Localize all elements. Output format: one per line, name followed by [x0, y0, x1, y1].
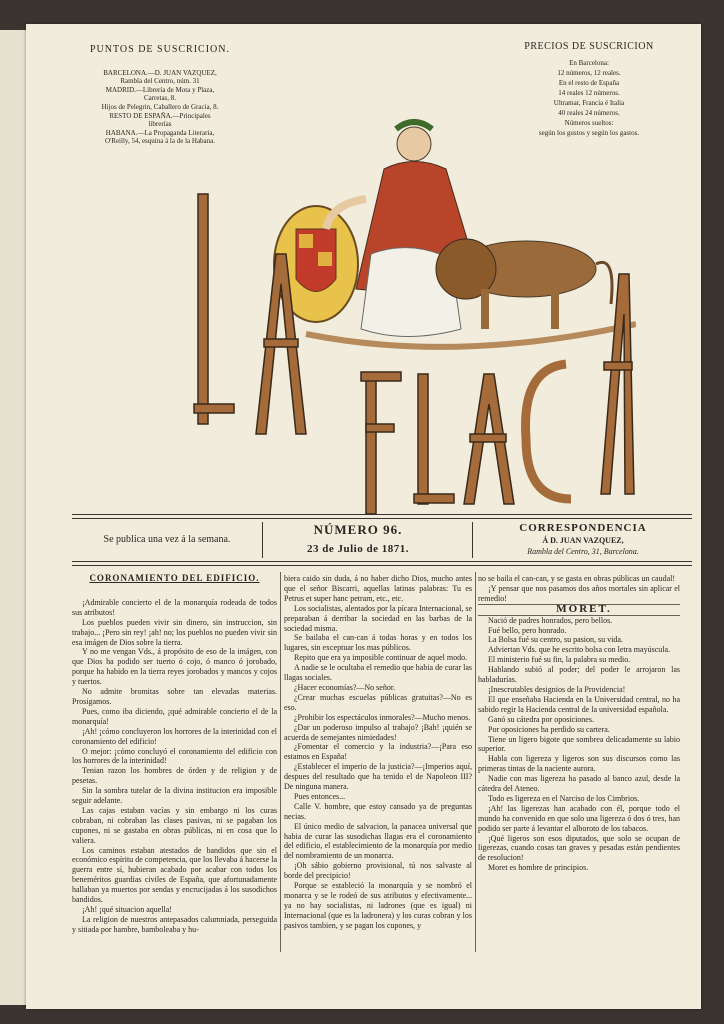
issue-number-block: [262, 522, 453, 558]
paragraph: Y no me vengan Vds., á propósito de eso de la imágen, con que Dios ha podido ser tuerto ó cojo, ó manco ó jorobado, porque ha habido en la tierra reyes jorobados y mancos y cojos y tuertos.: [72, 647, 277, 687]
paragraph: no se baila el can-can, y se gasta en obras públicas un caudal!: [478, 574, 676, 583]
paragraph: Se bailaba el can-can á todas horas y en todos los lugares, sin exceptuar los mas públicos.: [284, 633, 472, 653]
paragraph: ¿Fomentar el comercio y la industria?—¡Para eso estamos en España!: [284, 742, 472, 762]
correspondence-recipient: Á D. JUAN VAZQUEZ,: [542, 536, 624, 545]
paragraph: La Bolsa fué su centro, su pasion, su vida.: [488, 635, 623, 645]
correspondence-block: [472, 522, 693, 558]
paragraph: Adviertan Vds. que he escrito bolsa con letra mayúscula.: [488, 645, 671, 655]
subscription-line: librerías: [148, 120, 172, 129]
paragraph: Moret es hombre de principios.: [488, 863, 589, 873]
price-line: En el resto de España: [558, 79, 620, 87]
newspaper-page: [26, 24, 701, 1009]
price-line: 40 reales 24 números.: [558, 109, 620, 117]
masthead-title: LA FLACA: [367, 513, 425, 527]
article-title: CORONAMIENTO DEL EDIFICIO.: [89, 573, 260, 583]
price-line: En Barcelona:: [569, 59, 609, 67]
article-coronamiento: [72, 574, 277, 935]
paragraph: Pues, como iba diciendo, ¡qué admirable concierto el de la monarquía!: [72, 706, 277, 726]
price-line: según los gustos y según los gastos.: [538, 129, 640, 137]
paragraph: ¡Ah! ¡cómo concluyeron los horrores de la interinidad con el coronamiento del edificio!: [72, 726, 277, 746]
paragraph: ¡Qué ligeros son esos diputados, que solo se ocupan de ligerezas, cuando cosas tan graves y pesadas están pendientes de resolucion!: [478, 833, 680, 863]
issue-date: 23 de Julio de 1871.: [307, 543, 409, 555]
paragraph: ¿Crear muchas escuelas públicas gratuitas?—No es eso.: [284, 692, 472, 712]
article-title: MORET.: [478, 604, 680, 616]
paragraph: La religion de nuestros antepasados calumniada, perseguida y sitiada por hambre, bamboleaba y hu-: [72, 914, 277, 934]
subscription-line: HABANA.—La Propaganda Literaria,: [105, 128, 215, 137]
paragraph: ¡Admirable concierto el de la monarquía rodeada de todos sus atributos!: [72, 597, 277, 617]
paragraph: Los socialistas, alentados por la pícara Internacional, se preparaban á derribar la sociedad en las barbas de la sociedad misma.: [284, 603, 472, 633]
paragraph: O mejor: ¡cómo concluyó el coronamiento del edificio con los horrores de la interinidad!: [72, 746, 277, 766]
subscription-line: RESTO DE ESPAÑA.—Principales: [109, 111, 211, 120]
paragraph: Pues entonces...: [294, 791, 346, 801]
correspondence-title: CORRESPONDENCIA: [519, 522, 647, 534]
price-line: 12 números, 12 reales.: [557, 69, 621, 77]
publication-frequency: Se publica una vez á la semana.: [103, 534, 231, 545]
divider-line: [72, 514, 692, 515]
correspondence-address: Rambla del Centro, 31, Barcelona.: [527, 547, 639, 556]
price-line: 14 reales 12 números.: [558, 89, 620, 97]
paragraph: Fué bello, pero honrado.: [488, 625, 567, 635]
price-line: Números sueltos:: [564, 119, 614, 127]
paragraph: Ganó su cátedra por oposiciones.: [488, 714, 594, 724]
paragraph: ¿Hacer economías?—No señor.: [294, 682, 396, 692]
paragraph: Tiene un ligero bigote que sombrea delicadamente su labio superior.: [478, 734, 680, 754]
divider-line: [72, 565, 692, 566]
paragraph: ¡Ah! las ligerezas han acabado con él, porque todo el mundo ha convenido en que solo una ligereza ó dos ó tres, han podido ser parte á levantar el alboroto de los tabacos.: [478, 803, 680, 833]
paragraph: Calle V. hombre, que estoy cansado ya de preguntas necias.: [284, 801, 472, 821]
paragraph: Por oposiciones ha perdido su cartera.: [488, 724, 610, 734]
issue-number: NÚMERO 96.: [313, 522, 403, 537]
column-divider: [280, 572, 281, 952]
masthead-illustration: [156, 94, 636, 534]
paragraph: Tenian razon los hombres de órden y de religion y de pesetas.: [72, 766, 277, 786]
subscription-prices-title: PRECIOS DE SUSCRICION: [524, 41, 654, 52]
paragraph: El que enseñaba Hacienda en la Universidad central, no ha sabido regir la Hacienda central de la universidad española.: [478, 694, 680, 714]
issue-info-row: [72, 520, 692, 560]
divider-line: [72, 561, 692, 562]
article-coronamiento-continued: [284, 574, 472, 931]
paragraph: ¡Oh sábio gobierno provisional, tú nos salvaste al borde del precipicio!: [284, 861, 472, 881]
subscription-line: BARCELONA.—D. JUAN VAZQUEZ,: [103, 68, 217, 77]
column-divider: [475, 572, 476, 952]
paragraph: Repito que era ya imposible continuar de aquel modo.: [294, 653, 468, 663]
paragraph: ¡Y pensar que nos pasamos dos años mortales sin aplicar el remedio!: [478, 583, 680, 603]
paragraph: ¿Prohibir los espectáculos inmorales?—Mucho menos.: [294, 712, 471, 722]
paragraph: Las cajas estaban vacías y sin embargo ni los curas cobraban, ni cobraban las clases pasivas, ni se pagaban los cupones, ni se gastaba en obras públicas, ni en cosa que lo valiera.: [72, 805, 277, 845]
subscription-line: MADRID.—Librería de Mota y Plaza,: [105, 85, 215, 94]
article-moret: [478, 574, 680, 873]
paragraph: Todo es ligereza en el Narciso de los Cimbrios.: [488, 793, 640, 803]
paragraph: Habla con ligereza y ligeros son sus discursos como las primeras tintas de la naciente aurora.: [478, 754, 680, 774]
paragraph: A nadie se le ocultaba el remedio que habia de curar las llagas sociales.: [284, 663, 472, 683]
paragraph: ¡Ah! ¡qué situacion aquella!: [82, 905, 172, 914]
paragraph: Los pueblos pueden vivir sin dinero, sin instruccion, sin trabajo... ¡Pero sin rey! ¡ah! no; los pueblos no pueden vivir sin esa imágen de Dios sobre la tierra.: [72, 617, 277, 647]
subscription-line: Carretas, 8.: [143, 94, 177, 103]
subscription-line: Rambla del Centro, núm. 31: [120, 77, 200, 86]
paragraph: Hablando subió al poder; del poder le arrojaron las habladurías.: [478, 665, 680, 685]
subscription-line: O'Reilly, 54, esquina á la de la Habana.: [104, 137, 216, 146]
paragraph: Los caminos estaban atestados de bandidos que sin el económico espíritu de competencia, que los llevaba á hacerse la guerra entre sí, hubieran acabado por acabar con todos los beneméritos guardias civiles de España, que afortunadamente hallaban ya muertos por sendas y encrucijadas á los susodichos bandidos.: [72, 845, 277, 905]
price-line: Ultramar, Francia é Italia: [553, 99, 625, 107]
ground-shadow-icon: [306, 324, 636, 347]
paragraph: Nació de padres honrados, pero bellos.: [488, 615, 613, 625]
divider-line: [72, 518, 692, 519]
paragraph: biera caido sin duda, á no haber dicho Dios, mucho antes que el señor Biscarri, aquellas latinas palabras: Tu es Petrus et super hanc petram, etc., etc.: [284, 574, 472, 603]
subscription-line: Hijos de Pelegrin, Caballero de Gracia, 8.: [101, 102, 219, 111]
paragraph: Nadie con mas ligereza ha pasado al banco azul, desde la cátedra del Ateneo.: [478, 774, 680, 794]
paragraph: Porque se estableció la monarquía y se nombró el monarca y se le rodeó de sus atributos y efectivamente... ya no hay socialistas, ni ladrones (que es igual) ni Internacional (que es la ladronera) y los curas cobran y los pasivos tambien, y se pagan los cupones, y: [284, 881, 472, 930]
paragraph: ¿Establecer el imperio de la justicia?—¡Imperios aquí, despues del resultado que ha tenido el de Napoleon III? De ninguna manera.: [284, 762, 472, 792]
paragraph: ¡Inescrutables designios de la Providencia!: [488, 684, 626, 694]
paragraph: No admite bromitas sobre tan elevadas materias. Prosigamos.: [72, 687, 277, 706]
lion-icon: [436, 239, 612, 329]
paragraph: ¿Dar un poderoso impulso al trabajo? ¡Bah! ¡quién se acuerda de semejantes nimiedades!: [284, 722, 472, 742]
paragraph: Sin la sombra tutelar de la divina institucion era imposible seguir adelante.: [72, 786, 277, 806]
paragraph: El único medio de salvacion, la panacea universal que habia de curar las susodichas llagas era el coronamiento del edificio, el establecimiento de la monarquía por medio del nombramiento de un monarca.: [284, 821, 472, 861]
paragraph: El ministerio fué su fin, la palabra su medio.: [488, 655, 631, 665]
subscription-points-title: PUNTOS DE SUSCRICION.: [89, 44, 230, 55]
